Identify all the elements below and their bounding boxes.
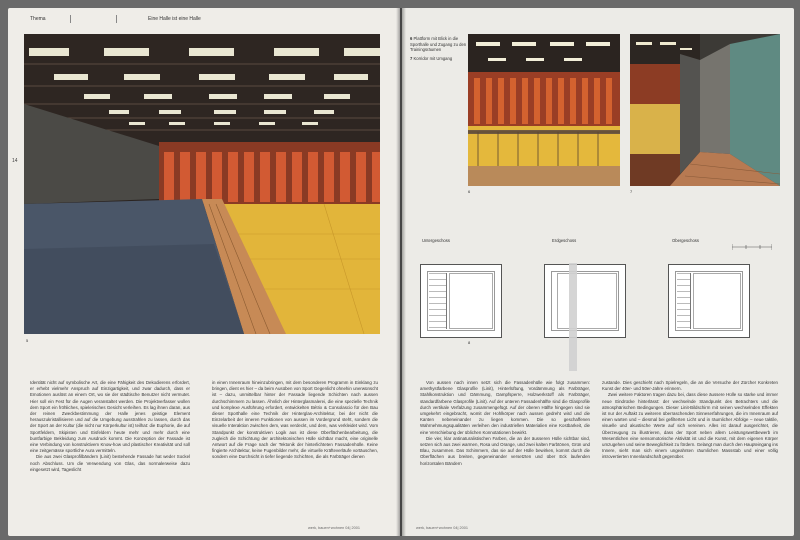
caption-text: Plattform mit Blick in die Sporthalle und Zugang zu den Trainingsräumen — [410, 36, 467, 53]
caption — [410, 36, 468, 53]
figure-number: 7 — [630, 189, 633, 194]
floor-plan-basement — [420, 264, 502, 338]
paragraph: in einen Innenraum hineinzubringen, mit dem besonderen Programm in Einklang zu bringen, dient es hier – da beim Ausüben von Sport Gegenlicht ohnehin unerwünscht ist – dazu, unmittelbar hinter der Fassade liegende Schichten nach aussen durchschimmern zu lassen. Ähnlich der Hinterglasmalerei, die eine spezielle Technik und komplexe Ausführung erfordert, entwickelten Bétrix & Consolascio für den Bau dieser Sporthalle eine Technik der Hinterglas-Architektur, bei der nicht die Einzelarbeit der inneren Funktionen von aussen im Vordergrund steht, sondern die visuelle Interaktion zwischen dem, was verdeckt, und dem, was verkleidet wird. Vom Standpunkt der konstruktiven Logik aus ist diese Oberflächenbearbeitung, die zugleich die Schichtung der architektonischen Hülle sichtbar macht, eine originelle Antwort auf die Frage nach der Tektonik der hinterlichteten Fassadenhülle. Keine fingierte Architektur, keine Fugenbilder mehr, die virtuelle Kräfteverläufe vortäuschen, sondern eine Durchsicht in tiefer liegende Schichten, die als Farbträger dienen — [212, 380, 378, 460]
issue-number: 04| 2001 — [453, 526, 468, 530]
figure-number: 5 — [26, 338, 29, 343]
platform-photo — [468, 34, 620, 186]
plan-label-upper: Obergeschoss — [672, 238, 699, 243]
floor-plan-upper — [668, 264, 750, 338]
footer-journal — [416, 526, 468, 530]
body-column-2 — [212, 380, 378, 461]
article-title: Eine Halle ist eine Halle — [148, 16, 201, 22]
scale-bar — [732, 244, 772, 250]
sports-hall-photo — [24, 34, 380, 334]
caption-number: 6 — [410, 36, 413, 41]
journal-name: werk, bauen+wohnen — [308, 526, 345, 530]
footer-journal — [308, 526, 360, 530]
body-column-3 — [420, 380, 590, 467]
caption — [410, 56, 468, 62]
paragraph: zustande. Dies geschieht nach Spielregeln, die an die Versuche der Zürcher Konkreten Kunst der 40er- und 50er-Jahre erinnern. — [602, 380, 778, 392]
paragraph: Die aus zwei Glasprofilbändern (Linit) bestehende Fassade hat weder Sockel noch Abschluss. Um die Verwendung von Glas, das normalerweise dazu eingesetzt wird, Tageslicht — [30, 454, 190, 472]
caption-text: Korridor mit Umgang — [413, 55, 453, 61]
floor-plan-ground — [544, 264, 626, 338]
figure-captions — [410, 36, 468, 64]
page-number: 14 — [12, 158, 18, 164]
body-column-4 — [602, 380, 778, 461]
paragraph: Von aussen nach innen setzt sich die Fassadenhülle wie folgt zusammen: amethystfarbene Glasprofile (Linit), Hinterlüftung, Vordämmung als Farbträger, Stahlkonstruktion und Dämmung, Dampfsperre, Holzwerkstoff als Farbträger, standardfarbene Glasprofile (Linit). Auf der unteren Fassadenhälfte sind die Glasprofile durch vertikale Verfalzung zusammengefügt. Auf der oberen Hälfte hingegen sind sie umgekehrt eingebracht, womit der Hohlkörper nach aussen gedreht wird und die Kanten nebeneinander zu liegen kommen. Die so geschaffenen Wahrnehmungsqualitäten verleihen den industriellen Materialien eine Kostbarkeit, die eine Verschiebung der üblichen Konnotationen bewirkt. — [420, 380, 590, 435]
paragraph: Die vier, klar antinaturalistischen Farben, die an der äusseren Hülle sichtbar sind, setzen sich aus zwei warmen, Rosa und Orange, und zwei kalten Farbtönen, Grün und Blau, zusammen. Das Schimmern, das sie auf der Hülle bewirken, kommt durch die Oberflächen aus breiten, gegeneinander versetzten und über Eck laufenden horizontalen Bändern — [420, 435, 590, 466]
plan-label-ground: Erdgeschoss — [552, 238, 577, 243]
right-page — [402, 8, 794, 536]
figure-number: 8 — [468, 340, 471, 345]
header-divider — [116, 15, 117, 23]
header-divider — [70, 15, 71, 23]
issue-number: 04| 2001 — [345, 526, 360, 530]
figure-number: 6 — [468, 189, 471, 194]
left-page — [8, 8, 400, 536]
paragraph: Zwei weitere Faktoren tragen dazu bei, dass diese äussere Hülle so starke und immer neue Eindrücke hinterlässt: der wechselnde Standpunkt des Betrachters und die atmosphärischen Bedingungen. Dieser Linit-Bildschirm mit seinen wechselnden Effekten ist nur der Auftakt zu weiteren überraschenden Sinneserfahrungen, die im Innenraum auf einen warten und – diesmal bei gefilterten Licht und in räumlicher Abfolge – neue taktile, visuelle und akustische Werte auf sich vereinen. Alles ist darauf ausgerichtet, die Überzeugung zu illustrieren, dass der Sport neben allem Leistungswettbewerb im Wesentlichen eine sensomotorische Aktivität ist und die Kunst, mit dem eigenen Körper umzugehen und seine Beweglichkeit zu fördern. Gelangt man durch den Haupteingang ins Innere, sieht man sich einem ungeahnten räumlichen Massstab und einer völlig introvertierten Innenlandschaft gegenüber. — [602, 392, 778, 460]
body-column-1 — [30, 380, 190, 473]
plan-label-basement: Untergeschoss — [422, 238, 450, 243]
spine-gutter — [396, 8, 406, 536]
section-label: Thema — [30, 16, 46, 22]
caption-number: 7 — [410, 55, 413, 61]
corridor-photo — [630, 34, 780, 186]
journal-name: werk, bauen+wohnen — [416, 526, 453, 530]
paragraph: Identität nicht auf symbolische Art, die eine Fähigkeit des Dekodierens erfordert, er erhebt vielmehr Anspruch auf Einzigartigkeit, und zwar dadurch, dass er Emotionen auslöst an einem Ort, wo sie der städtische Benutzer nicht vermutet. Hier soll ein Fest für die Augen veranstaltet werden. Die Projektverfasser wollen dem Sport ein fröhliches, spielerisches Gesicht verleihen. Es lag ihnen daran, aus der reinen Zweckbestimmung der Halle jenes geistige Element herauszukristallisieren und auf die Umgebung ausstrahlen zu lassen, durch das der Sport an der Kultur (die nicht nur Körperkultur ist) teilhat: die Euphorie, die auf Sportfeldern, Skipisten und Eisfeldern heute mehr und mehr durch eine buntfarbige Bekleidung zum Ausdruck kommt. Die Konzeption der Fassade ist eine Verbindung von konstruktivem Know-how und plastischer Kreativität und soll eine zeitgemässe sportliche Aura vermitteln. — [30, 380, 190, 454]
